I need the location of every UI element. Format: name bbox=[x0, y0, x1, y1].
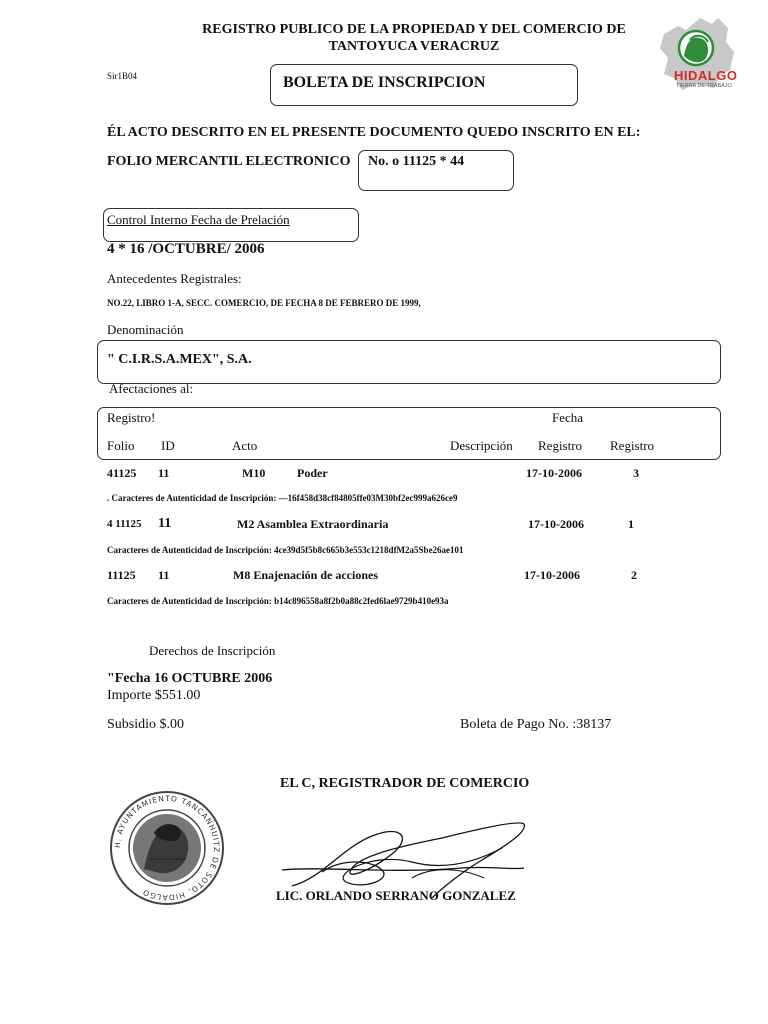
entry-folio: 4 11125 bbox=[107, 518, 142, 530]
fecha-label: Fecha bbox=[552, 410, 584, 425]
logo-name: HIDALGO bbox=[674, 68, 738, 83]
registro-label: Registro! bbox=[107, 410, 156, 425]
entry-descripcion: Poder bbox=[297, 466, 328, 480]
hidalgo-logo bbox=[656, 12, 740, 102]
entry-registro: 2 bbox=[631, 568, 637, 582]
derechos-label: Derechos de Inscripción bbox=[149, 643, 276, 658]
registry-title-line2: TANTOYUCA VERACRUZ bbox=[328, 39, 500, 54]
entry-authenticity: Caracteres de Autenticidad de Inscripción: b14c896558a8f2b0a88c2fed6lae9729b410e93a bbox=[107, 596, 449, 606]
ayuntamiento-seal bbox=[108, 789, 226, 907]
entry-authenticity: . Caracteres de Autenticidad de Inscripción: —16f458d38cf84805ffe03M30bf2ec999a626ce9 bbox=[107, 493, 458, 503]
entry-fecha: 17-10-2006 bbox=[524, 568, 580, 582]
folio-label: FOLIO MERCANTIL ELECTRONICO bbox=[107, 154, 351, 169]
entry-id: 11 bbox=[158, 568, 170, 582]
antecedentes-value: NO.22, LIBRO 1-A, SECC. COMERCIO, DE FECHA 8 DE FEBRERO DE 1999, bbox=[107, 298, 421, 308]
seal-text: H. AYUNTAMIENTO TANCANHUITZ DE SOTO, HIDALGO bbox=[112, 793, 222, 903]
entry-folio: 11125 bbox=[107, 568, 136, 582]
column-acto: Acto bbox=[232, 438, 258, 453]
boleta-title: BOLETA DE INSCRIPCION bbox=[283, 74, 486, 91]
entry-registro: 1 bbox=[628, 517, 634, 531]
seal-icon bbox=[108, 789, 226, 907]
prelacion-date: 4 * 16 /OCTUBRE/ 2006 bbox=[107, 241, 265, 257]
entry-id: 11 bbox=[158, 466, 170, 480]
column-registro: Registro bbox=[610, 438, 655, 453]
registrador-title: EL C, REGISTRADOR DE COMERCIO bbox=[280, 776, 530, 791]
denominacion-label: Denominación bbox=[107, 322, 184, 337]
logo-slogan: TIERRA DE TRABAJO bbox=[676, 83, 732, 89]
boleta-pago: Boleta de Pago No. :38137 bbox=[460, 717, 612, 732]
control-label: Control Interno Fecha de Prelación bbox=[107, 212, 290, 227]
folio-number: No. o 11125 * 44 bbox=[368, 154, 465, 169]
subsidio: Subsidio $.00 bbox=[107, 717, 185, 732]
entry-registro: 3 bbox=[633, 466, 639, 480]
acto-statement: ÉL ACTO DESCRITO EN EL PRESENTE DOCUMENTO QUEDO INSCRITO EN EL: bbox=[107, 125, 641, 140]
column-descripcion: Descripción bbox=[450, 438, 513, 453]
entry-folio: 41125 bbox=[107, 466, 137, 480]
entry-id: 11 bbox=[158, 516, 172, 531]
importe: Importe $551.00 bbox=[107, 688, 201, 703]
entry-acto: M10 bbox=[242, 466, 266, 480]
entry-authenticity: Caracteres de Autenticidad de Inscripción: 4ce39d5f5b8c665b3e553c1218dfM2a5Sbe26ae101 bbox=[107, 545, 464, 555]
column-id: ID bbox=[161, 438, 175, 453]
entry-fecha: 17-10-2006 bbox=[526, 466, 582, 480]
derechos-fecha: "Fecha 16 OCTUBRE 2006 bbox=[107, 671, 273, 686]
denominacion-value: " C.I.R.S.A.MEX", S.A. bbox=[107, 352, 252, 367]
afectaciones-label: Afectaciones al: bbox=[109, 381, 194, 396]
registrador-name: LIC. ORLANDO SERRANO GONZALEZ bbox=[276, 888, 516, 903]
entry-acto: M2 Asamblea Extraordinaria bbox=[237, 517, 389, 531]
entry-fecha: 17-10-2006 bbox=[528, 517, 584, 531]
registry-title-line1: REGISTRO PUBLICO DE LA PROPIEDAD Y DEL COMERCIO DE bbox=[202, 22, 626, 37]
column-fecha-registro: Registro bbox=[538, 438, 583, 453]
document-code: Sir1B04 bbox=[107, 71, 138, 81]
antecedentes-label: Antecedentes Registrales: bbox=[107, 271, 242, 286]
entry-acto: M8 Enajenación de acciones bbox=[233, 568, 378, 582]
column-folio: Folio bbox=[107, 438, 135, 453]
